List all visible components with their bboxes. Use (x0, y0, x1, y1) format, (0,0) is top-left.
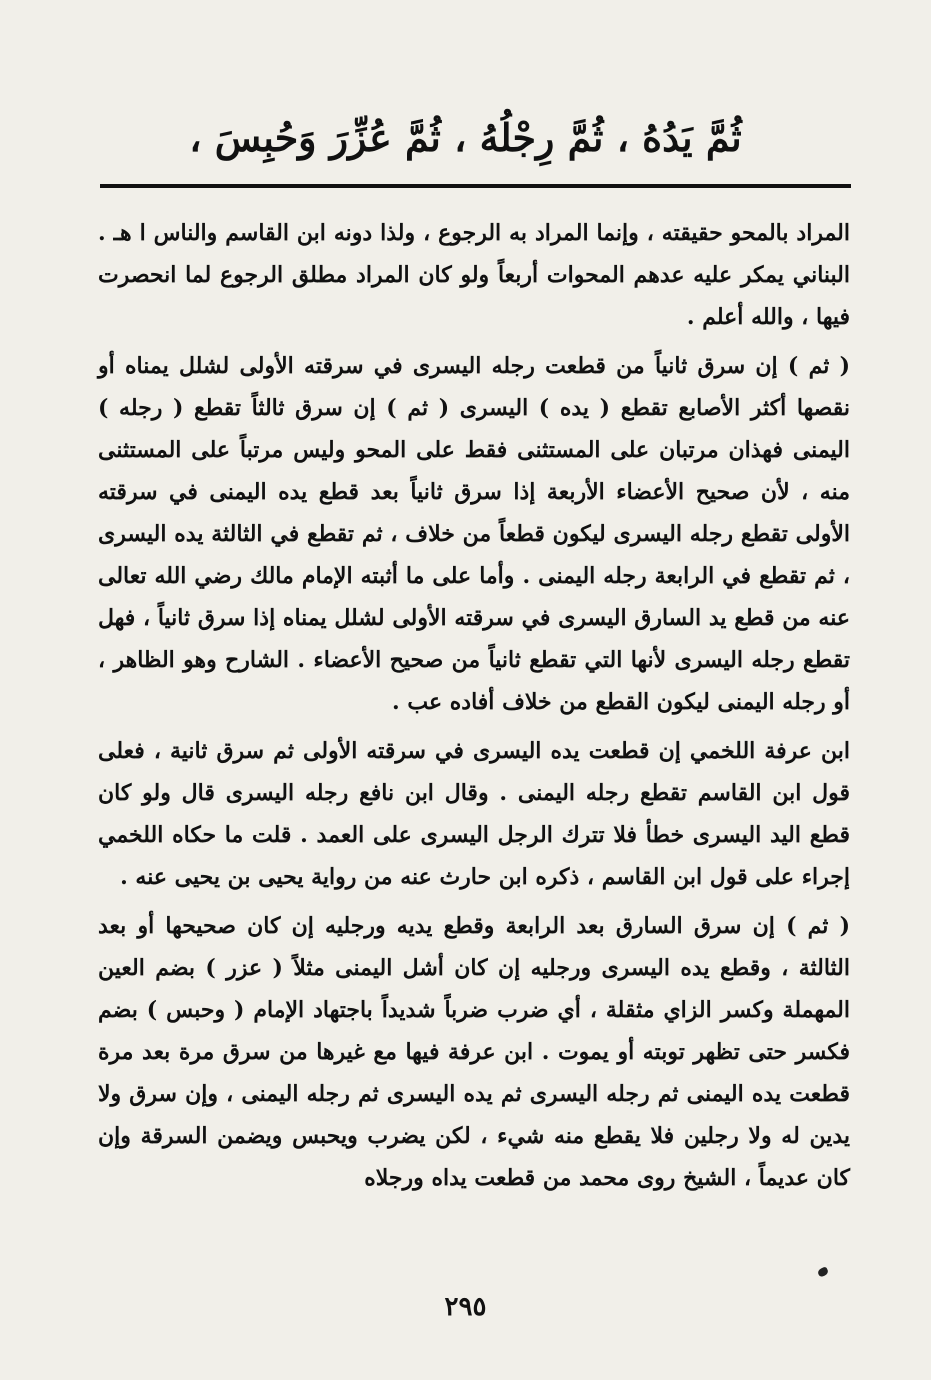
body-text (98, 212, 850, 1206)
paragraph: ( ثم ) إن سرق السارق بعد الرابعة وقطع يديه ورجليه إن كان صحيحها أو بعد الثالثة ، وقطع يده اليسرى ورجليه إن كان أشل اليمنى مثلاً ( عزر ) بضم العين المهملة وكسر الزاي مثقلة ، أي ضرب ضرباً شديداً باجتهاد الإمام ( وحبس ) بضم فكسر حتى تظهر توبته أو يموت . ابن عرفة فيها مع غيرها من سرق مرة بعد مرة قطعت يده اليمنى ثم رجله اليسرى ثم يده اليسرى ثم رجله اليمنى ، وإن سرق ولا يدين له ولا رجلين فلا يقطع منه شيء ، لكن يضرب ويحبس ويضمن السرقة وإن كان عديماً ، الشيخ روى محمد من قطعت يداه ورجلاه (98, 913, 850, 1191)
page-number: ٢٩٥ (444, 1292, 487, 1322)
running-head: ثُمَّ يَدُهُ ، ثُمَّ رِجْلُهُ ، ثُمَّ عُزِّرَ وَحُبِسَ ، (189, 115, 742, 160)
paragraph: ( ثم ) إن سرق ثانياً من قطعت رجله اليسرى في سرقته الأولى لشلل يمناه أو نقصها أكثر الأصابع تقطع ( يده ) اليسرى ( ثم ) إن سرق ثالثاً تقطع ( رجله ) اليمنى فهذان مرتبان على المستثنى فقط على المحو وليس مرتباً على المستثنى منه ، لأن صحيح الأعضاء الأربعة إذا سرق ثانياً بعد قطع يده اليمنى في سرقته الأولى تقطع رجله اليسرى ليكون قطعاً من خلاف ، ثم تقطع في الثالثة يده اليسرى ، ثم تقطع في الرابعة رجله اليمنى . وأما على ما أثبته الإمام مالك رضي الله تعالى عنه من قطع يد السارق اليسرى في سرقته الأولى لشلل يمناه إذا سرق ثانياً ، فهل تقطع رجله اليسرى لأنها التي تقطع ثانياً من صحيح الأعضاء . الشارح وهو الظاهر ، أو رجله اليمنى ليكون القطع من خلاف أفاده عب . (98, 353, 850, 715)
ink-speck (817, 1266, 829, 1277)
paragraph: ابن عرفة اللخمي إن قطعت يده اليسرى في سرقته الأولى ثم سرق ثانية ، فعلى قول ابن القاسم تقطع رجله اليمنى . وقال ابن نافع رجله اليسرى قال ولو كان قطع اليد اليسرى خطأ فلا تترك الرجل اليسرى على العمد . قلت ما حكاه اللخمي إجراء على قول ابن القاسم ، ذكره ابن حارث عنه من رواية يحيى بن يحيى عنه . (98, 738, 850, 890)
paragraph: المراد بالمحو حقيقته ، وإنما المراد به الرجوع ، ولذا دونه ابن القاسم والناس ا هـ . البناني يمكر عليه عدهم المحوات أربعاً ولو كان المراد مطلق الرجوع لما انحصرت فيها ، والله أعلم . (98, 220, 850, 330)
header-rule (100, 184, 851, 188)
